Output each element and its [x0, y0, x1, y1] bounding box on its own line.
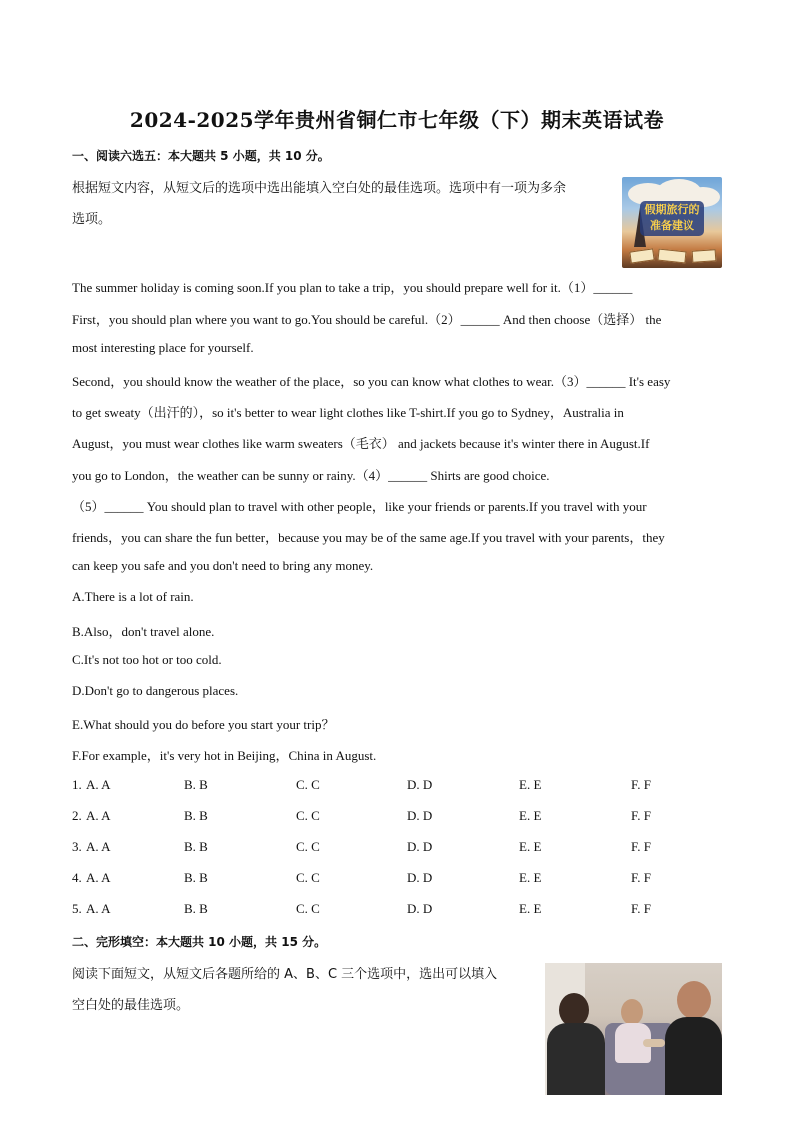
choice-b[interactable]: B. B: [184, 777, 208, 792]
choice-a[interactable]: A. A: [86, 777, 111, 792]
passage-line: （5）______ You should plan to travel with other people，like your friends or parents.If you travel with your: [72, 499, 647, 514]
choice-a[interactable]: A. A: [86, 808, 111, 823]
section1-heading: 一、阅读六选五：本大题共 5 小题，共 10 分。: [72, 149, 330, 163]
choice-c[interactable]: C. C: [296, 777, 320, 792]
option-item: A.There is a lot of rain.: [72, 589, 194, 604]
choice-b[interactable]: B. B: [184, 808, 208, 823]
choice-e[interactable]: E. E: [519, 839, 542, 854]
option-item: F.For example，it's very hot in Beijing，China in August.: [72, 748, 377, 763]
section1-instruction-line1: 根据短文内容，从短文后的选项中选出能填入空白处的最佳选项。选项中有一项为多余: [72, 181, 567, 196]
choice-b[interactable]: B. B: [184, 901, 208, 916]
choice-a[interactable]: A. A: [86, 901, 111, 916]
question-number: 4.: [72, 870, 82, 885]
choice-f[interactable]: F. F: [631, 901, 651, 916]
passage-line: friends，you can share the fun better，because you may be of the same age.If you travel with your parents，they: [72, 530, 665, 545]
option-item: E.What should you do before you start your trip？: [72, 717, 335, 732]
image-caption: 假期旅行的准备建议: [640, 201, 704, 236]
section2-instruction-line2: 空白处的最佳选项。: [72, 998, 190, 1013]
choice-b[interactable]: B. B: [184, 839, 208, 854]
family-photo: [545, 963, 722, 1095]
choice-d[interactable]: D. D: [407, 808, 433, 823]
choice-a[interactable]: A. A: [86, 839, 111, 854]
page-title: 2024-2025学年贵州省铜仁市七年级（下）期末英语试卷: [129, 108, 665, 132]
passage-line: can keep you safe and you don't need to bring any money.: [72, 558, 374, 573]
section1-instruction-line2: 选项。: [72, 212, 112, 227]
travel-tips-image: [622, 177, 722, 268]
question-number: 5.: [72, 901, 82, 916]
choice-f[interactable]: F. F: [631, 839, 651, 854]
choice-b[interactable]: B. B: [184, 870, 208, 885]
choice-c[interactable]: C. C: [296, 901, 320, 916]
passage-line: Second，you should know the weather of the place，so you can know what clothes to wear.（3）______ It's easy: [72, 374, 671, 389]
passage-line: The summer holiday is coming soon.If you plan to take a trip，you should prepare well for it.（1）______: [72, 280, 633, 295]
choice-e[interactable]: E. E: [519, 808, 542, 823]
passage-line: to get sweaty（出汗的），so it's better to wear light clothes like T-shirt.If you go to Sydney，Australia in: [72, 405, 624, 420]
choice-c[interactable]: C. C: [296, 839, 320, 854]
section2-instruction-line1: 阅读下面短文，从短文后各题所给的 A、B、C 三个选项中，选出可以填入: [72, 967, 498, 982]
choice-e[interactable]: E. E: [519, 777, 542, 792]
option-item: B.Also，don't travel alone.: [72, 624, 215, 639]
option-item: C.It's not too hot or too cold.: [72, 652, 222, 667]
choice-c[interactable]: C. C: [296, 870, 320, 885]
choice-d[interactable]: D. D: [407, 839, 433, 854]
option-item: D.Don't go to dangerous places.: [72, 683, 239, 698]
choice-d[interactable]: D. D: [407, 901, 433, 916]
question-number: 3.: [72, 839, 82, 854]
question-number: 2.: [72, 808, 82, 823]
choice-a[interactable]: A. A: [86, 870, 111, 885]
choice-f[interactable]: F. F: [631, 777, 651, 792]
choice-d[interactable]: D. D: [407, 777, 433, 792]
choice-f[interactable]: F. F: [631, 870, 651, 885]
choice-e[interactable]: E. E: [519, 870, 542, 885]
passage-line: you go to London，the weather can be sunny or rainy.（4）______ Shirts are good choice.: [72, 468, 550, 483]
question-number: 1.: [72, 777, 82, 792]
choice-e[interactable]: E. E: [519, 901, 542, 916]
section2-heading: 二、完形填空：本大题共 10 小题，共 15 分。: [72, 935, 327, 949]
passage-line: most interesting place for yourself.: [72, 340, 254, 355]
passage-line: First，you should plan where you want to go.You should be careful.（2）______ And then choose（选择） the: [72, 312, 662, 327]
choice-f[interactable]: F. F: [631, 808, 651, 823]
passage-line: August，you must wear clothes like warm sweaters（毛衣） and jackets because it's winter there in August.If: [72, 436, 650, 451]
choice-d[interactable]: D. D: [407, 870, 433, 885]
choice-c[interactable]: C. C: [296, 808, 320, 823]
